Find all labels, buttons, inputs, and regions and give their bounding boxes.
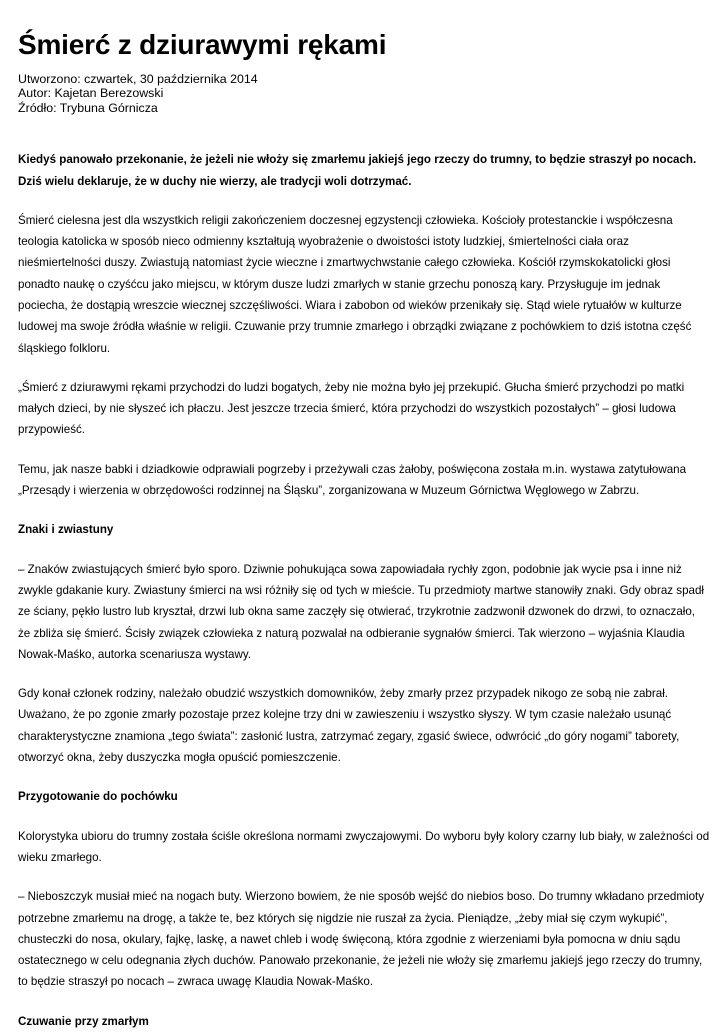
- section-heading: Przygotowanie do pochówku: [18, 790, 178, 804]
- paragraph: Kolorystyka ubioru do trumny została ściśle określona normami zwyczajowymi. Do wyboru były kolory czarny lub biały, w zależności od wieku zmarłego.: [18, 829, 710, 864]
- paragraph: Gdy konał członek rodziny, należało obudzić wszystkich domowników, żeby zmarły przez przypadek nikogo ze sobą nie zabrał. Uważano, że po zgonie zmarły pozostaje przez kolejne trzy dni w zawieszeniu i wszystko słyszy. W tym czasie należało usunąć charakterystyczne znamiona „tego świata”: zasłonić lustra, zatrzymać zegary, zgasić świece, odwrócić „do góry nogami” taborety, otworzyć okna, żeby duszyczka mogła opuścić pomieszczenie.: [18, 687, 680, 765]
- section-heading: Czuwanie przy zmarłym: [18, 1014, 149, 1028]
- paragraph: „Śmierć z dziurawymi rękami przychodzi do ludzi bogatych, żeby nie można było jej przekupić. Głucha śmierć przychodzi po matki małych dzieci, by nie słyszeć ich płaczu. Jest jeszcze trzecia śmierć, która przychodzi do wszystkich pozostałych” – głosi ludowa przypowieść.: [18, 380, 685, 437]
- paragraph: – Nieboszczyk musiał mieć na nogach buty. Wierzono bowiem, że nie sposób wejść do niebios boso. Do trumny wkładano przedmioty potrzebne zmarłemu na drogę, a także te, bez których się nigdzie nie ruszał za życia. Pieniądze, „żeby miał się czym wykupić”, chusteczki do nosa, okulary, fajkę, laskę, a nawet chleb i wodę święconą, która zgodnie z wierzeniami była pomocna w dniu sądu ostatecznego w celu odegnania złych duchów. Panowało przekonanie, że jeżeli nie włoży się zmarłemu jakiejś jego rzeczy do trumny, to będzie straszył po nocach – zwraca uwagę Klaudia Nowak-Maśko.: [18, 890, 705, 989]
- paragraph: – Znaków zwiastujących śmierć było sporo. Dziwnie pohukująca sowa zapowiadała rychły zgon, podobnie jak wycie psa i inne niż zwykle gdakanie kury. Zwiastuny śmierci na wsi różniły się od tych w mieście. Tu przedmioty martwe stanowiły znaki. Gdy obraz spadł ze ściany, pękło lustro lub kryształ, drzwi lub okna same zaczęły się otwierać, trzykrotnie zadzwonił dzwonek do drzwi, to oznaczało, że zbliża się śmierć. Ścisły związek człowieka z naturą pozwalał na odbieranie sygnałów śmierci. Tak wierzono – wyjaśnia Klaudia Nowak-Maśko, autorka scenariusza wystawy.: [18, 562, 704, 661]
- document-page: [18, 0, 710, 1032]
- article-lead: Kiedyś panowało przekonanie, że jeżeli nie włoży się zmarłemu jakiejś jego rzeczy do trumny, to będzie straszył po nocach. Dziś wielu deklaruje, że w duchy nie wierzy, ale tradycji woli dotrzymać.: [18, 153, 697, 188]
- created-date: Utworzono: czwartek, 30 października 2014: [18, 72, 258, 86]
- article-title: Śmierć z dziurawymi rękami: [18, 29, 387, 60]
- paragraph: Śmierć cielesna jest dla wszystkich religii zakończeniem doczesnej egzystencji człowieka. Kościoły protestanckie i współczesna teologia katolicka w sposób nieco odmienny kształtują wyobrażenie o dwoistości istoty ludzkiej, śmiertelności ciała oraz nieśmiertelności duszy. Zwiastują natomiast życie wieczne i zmartwychwstanie całego człowieka. Kościół rzymskokatolicki głosi ponadto naukę o czyśćcu jako miejscu, w którym dusze ludzi zmarłych w stanie grzechu ponoszą kary. Przysługuje im jednak pociecha, że dostąpią wreszcie wiecznej szczęśliwości. Wiara i zabobon od wieków przenikały się. Stąd wiele rytuałów w kulturze ludowej ma swoje źródła właśnie w religii. Czuwanie przy trumnie zmarłego i obrządki związane z pochówkiem to dziś istotna część śląskiego folkloru.: [18, 213, 692, 355]
- section-heading: Znaki i zwiastuny: [18, 523, 114, 537]
- author-line: Autor: Kajetan Berezowski: [18, 86, 164, 101]
- paragraph: Temu, jak nasze babki i dziadkowie odprawiali pogrzeby i przeżywali czas żałoby, poświęcona została m.in. wystawa zatytułowana „Przesądy i wierzenia w obrzędowości rodzinnej na Śląsku”, zorganizowana w Muzeum Górnictwa Węglowego w Zabrzu.: [18, 462, 687, 498]
- source-line: Źródło: Trybuna Górnicza: [18, 100, 158, 115]
- article-meta: [18, 72, 710, 115]
